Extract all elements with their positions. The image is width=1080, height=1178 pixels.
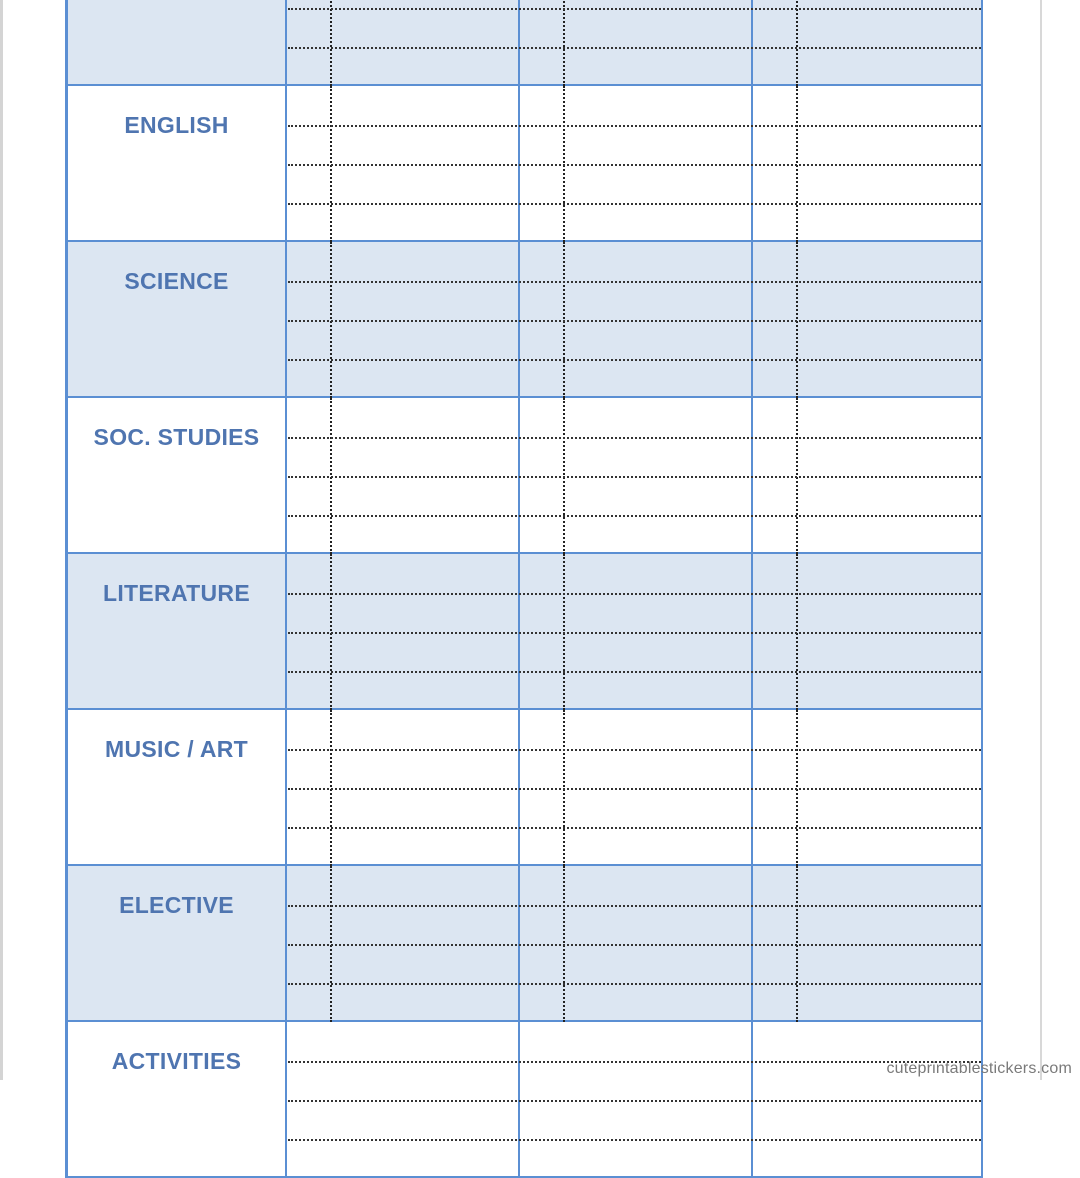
- writing-line[interactable]: [288, 1100, 981, 1102]
- writing-line[interactable]: [288, 203, 981, 205]
- column-divider: [518, 554, 520, 708]
- dotted-column-guide: [563, 0, 565, 86]
- subject-label: LITERATURE: [103, 580, 250, 606]
- writing-line[interactable]: [288, 125, 981, 127]
- writing-line[interactable]: [288, 8, 981, 10]
- column-divider: [518, 86, 520, 240]
- subject-row: [65, 242, 983, 398]
- column-divider: [751, 1022, 753, 1176]
- column-divider: [751, 242, 753, 396]
- writing-line[interactable]: [288, 47, 981, 49]
- writing-line[interactable]: [288, 1061, 981, 1063]
- column-divider: [285, 1022, 287, 1176]
- column-divider: [285, 710, 287, 864]
- column-divider: [285, 0, 287, 84]
- column-divider: [285, 86, 287, 240]
- writing-line[interactable]: [288, 827, 981, 829]
- column-divider: [751, 0, 753, 84]
- subject-label: ELECTIVE: [119, 892, 234, 918]
- subject-label: ACTIVITIES: [111, 1048, 242, 1074]
- column-divider: [751, 554, 753, 708]
- subject-row: [65, 554, 983, 710]
- subject-row: [65, 1022, 983, 1178]
- watermark: cuteprintablestickers.com: [886, 1060, 1072, 1077]
- writing-line[interactable]: [288, 437, 981, 439]
- column-divider: [518, 242, 520, 396]
- subject-row: [65, 0, 983, 86]
- writing-line[interactable]: [288, 281, 981, 283]
- column-divider: [285, 242, 287, 396]
- column-divider: [751, 710, 753, 864]
- writing-line[interactable]: [288, 515, 981, 517]
- subject-row: [65, 710, 983, 866]
- writing-line[interactable]: [288, 1139, 981, 1141]
- writing-line[interactable]: [288, 944, 981, 946]
- subject-row: [65, 398, 983, 554]
- page-left-edge: [0, 0, 3, 1080]
- dotted-column-guide: [796, 0, 798, 86]
- column-divider: [285, 866, 287, 1020]
- column-divider: [751, 86, 753, 240]
- column-divider: [751, 866, 753, 1020]
- column-divider: [751, 398, 753, 552]
- subject-label: SOC. STUDIES: [93, 424, 260, 450]
- column-divider: [518, 0, 520, 84]
- writing-line[interactable]: [288, 905, 981, 907]
- subject-label: ENGLISH: [124, 112, 229, 138]
- subject-row: [65, 866, 983, 1022]
- writing-line[interactable]: [288, 593, 981, 595]
- writing-line[interactable]: [288, 359, 981, 361]
- dotted-column-guide: [330, 0, 332, 86]
- subject-row: [65, 86, 983, 242]
- column-divider: [518, 398, 520, 552]
- column-divider: [518, 710, 520, 864]
- writing-line[interactable]: [288, 671, 981, 673]
- writing-line[interactable]: [288, 788, 981, 790]
- writing-line[interactable]: [288, 164, 981, 166]
- subject-label: MUSIC / ART: [105, 736, 248, 762]
- writing-line[interactable]: [288, 983, 981, 985]
- homework-planner-table: [65, 0, 983, 1178]
- page-right-edge: [1040, 0, 1042, 1080]
- column-divider: [518, 866, 520, 1020]
- writing-line[interactable]: [288, 632, 981, 634]
- writing-line[interactable]: [288, 749, 981, 751]
- column-divider: [518, 1022, 520, 1176]
- column-divider: [285, 398, 287, 552]
- subject-label: SCIENCE: [124, 268, 229, 294]
- writing-line[interactable]: [288, 476, 981, 478]
- column-divider: [285, 554, 287, 708]
- writing-line[interactable]: [288, 320, 981, 322]
